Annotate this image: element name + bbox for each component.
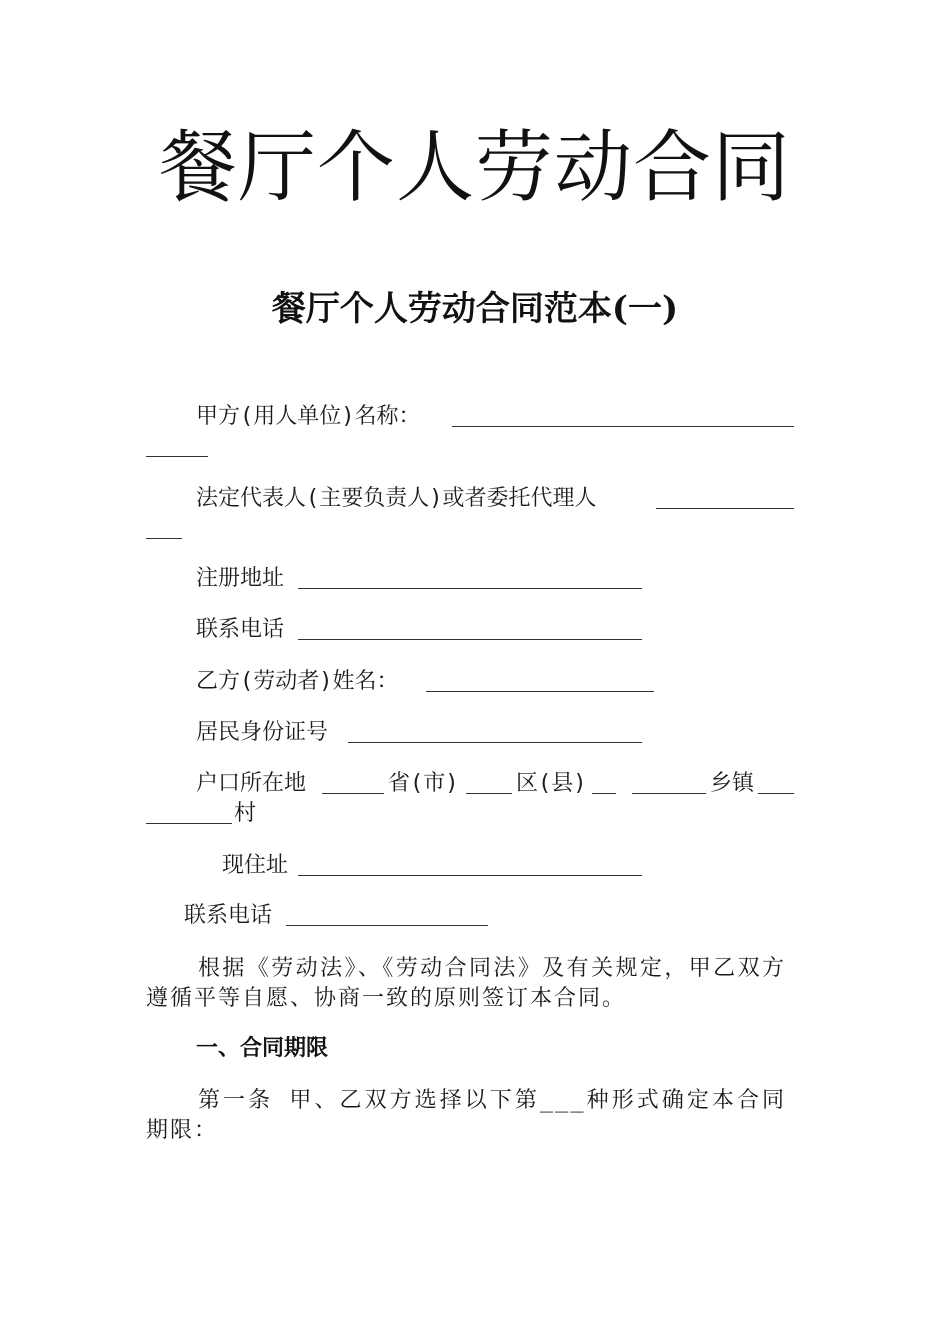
document-subtitle: 餐厅个人劳动合同范本(一)	[271, 289, 679, 329]
field-hukou-village	[234, 799, 256, 829]
field-label: 法定代表人(主要负责人)或者委托代理人	[196, 486, 597, 511]
fill-blank	[426, 691, 654, 692]
field-label: 省(市)	[388, 771, 459, 796]
fill-blank	[322, 793, 384, 794]
fill-blank	[146, 823, 232, 824]
field-legal-rep	[196, 484, 597, 514]
fill-blank	[146, 456, 208, 457]
field-hukou-town	[710, 769, 754, 799]
fill-blank	[298, 639, 642, 640]
document-title: 餐厅个人劳动合同	[158, 123, 791, 213]
field-label: 联系电话	[184, 903, 273, 928]
field-label: 乙方(劳动者)姓名：	[196, 669, 399, 694]
fill-blank	[592, 793, 616, 794]
article-paragraph: 第一条 甲、乙双方选择以下第___种形式确定本合同期限：	[146, 1088, 786, 1143]
field-label: 户口所在地	[196, 771, 307, 796]
field-label: 注册地址	[196, 566, 285, 591]
field-label: 甲方(用人单位)名称：	[196, 404, 421, 429]
fill-blank	[758, 793, 794, 794]
field-label: 村	[234, 801, 257, 826]
preamble-paragraph: 根据《劳动法》、《劳动合同法》及有关规定，甲乙双方遵循平等自愿、协商一致的原则签订本合同。	[146, 956, 786, 1011]
field-id-number	[196, 718, 328, 748]
field-hukou-label	[196, 769, 306, 799]
field-current-address	[222, 851, 288, 881]
field-party-b-name	[196, 667, 399, 697]
field-phone-b	[184, 901, 272, 931]
fill-blank	[146, 538, 182, 539]
fill-blank	[452, 426, 794, 427]
field-label: 联系电话	[196, 617, 285, 642]
fill-blank	[298, 875, 642, 876]
fill-blank	[348, 742, 642, 743]
field-label: 居民身份证号	[196, 720, 329, 745]
fill-blank	[286, 925, 488, 926]
field-party-a-name	[196, 402, 421, 432]
fill-blank	[466, 793, 512, 794]
fill-blank	[656, 508, 794, 509]
field-label: 区(县)	[516, 771, 587, 796]
field-phone-a	[196, 615, 284, 645]
field-hukou-province	[388, 769, 459, 799]
fill-blank	[298, 588, 642, 589]
field-label: 现住址	[222, 853, 289, 878]
field-label: 乡镇	[710, 771, 755, 796]
fill-blank	[632, 793, 706, 794]
section-heading: 一、合同期限	[196, 1036, 329, 1061]
field-hukou-district	[516, 769, 587, 799]
field-reg-address	[196, 564, 284, 594]
